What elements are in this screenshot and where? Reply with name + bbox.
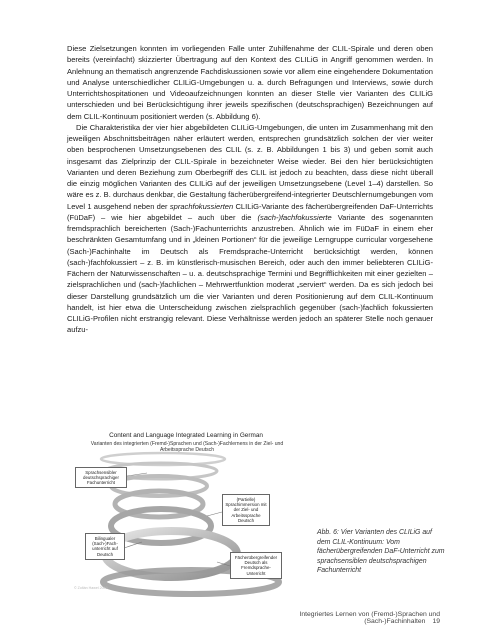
label-bilingualer-fachunterricht: Bilingualer (Sach-)Fach-unterricht auf Deutsch xyxy=(85,533,125,560)
text-run: Variante des sogenannten fremdsprachlich bereicherten (Sach-)Fachunterrichts anzustreben. Ähnlich wie im FüDaF in einem eher beschränkten Gesamtumfang und in „kleinen Portionen“ für die jeweilige Lerngruppe curricular vorgesehene (Sach-)Fachinhalte im Deutsch als Fremdsprache-Unterricht berücksichtigt werden, können (sach-)fachfokussiert – z. B. im künstlerisch-musischen Bereich, oder auch den immer beliebteren CLILiG-Fächern der Naturwissenschaften – u. a. deutschsprachige Termini und Begrifflichkeiten mit einer gezielten – zielsprachlichen und (sach-)fachlichen – Mehrwertfunktion moderat „serviert“ werden. Da es sich jedoch bei dieser Darstellung grundsätzlich um die vier Varianten und deren Positionierung auf dem CLIL-Kontinuum handelt, ist hier etwa die Unterscheidung zwischen zielsprachlich gegenüber (sach-)fachlich fokussierten CLILiG-Profilen nicht erstrangig relevant. Diese Verhältnisse werden jedoch an späterer Stelle noch genauer aufzu- xyxy=(67,212,433,335)
connector-partielle xyxy=(207,512,222,516)
running-title: Integriertes Lernen von (Fremd-)Sprachen und (Sach-)Fachinhalten xyxy=(299,611,440,625)
text-run: CLILiG-Variante des fächerübergreifenden DaF-Unterrichts (FüDaF) – wie hier abgebildet – auch über die xyxy=(67,201,434,222)
italic-term: (sach-)fachfokussierte xyxy=(257,212,332,222)
figure-caption: Abb. 6: Vier Varianten des CLILiG auf dem CLIL-Kontinuum: Vom fächerübergreifenden DaF-Unterricht zum sprachsensiblen deutschsprachigen Fachunterricht xyxy=(317,529,445,575)
figure-clil-spiral xyxy=(67,432,367,602)
text-run: Die Charakteristika der vier hier abgebildeten CLILiG-Umgebungen, die unten im Zusammenhang mit den jeweiligen Abschnittsbeiträgen näher erläutert werden, entsprechen grundsätzlich solchen der vier weiter oben besprochenen Umsetzungsebenen des CLIL (s. z. B. Abbildungen 1 bis 3) und geben somit auch insgesamt das Zielprinzip der CLIL-Spirale in bezeichneter Weise wieder. Bei den hier berücksichtigten Varianten und deren Beziehung zum Oberbegriff des CLIL ist jedoch zu beachten, dass diese nicht überall die einzig möglichen Varianten des CLILiG auf der jeweiligen Umsetzungsebene (Level 1–4) darstellen. So wäre es z. B. durchaus denkbar, die Gestaltung fächerübergreifend-integrierter Deutschlernumgebungen vom Level 1 ausgehend neben der xyxy=(67,122,433,211)
label-partielle-sprachimmersion: (Partielle) Sprachimmersion mit der Ziel- und Arbeitssprache Deutsch xyxy=(222,494,270,526)
spiral-graphic xyxy=(67,432,367,602)
paragraph xyxy=(67,122,433,336)
body-text xyxy=(67,43,433,336)
italic-term: sprachfokussierten xyxy=(169,201,234,211)
figure-subtitle: Varianten des integrierten (Fremd-)Sprachen und (Sach-)Fachlernens in der Ziel- und Arbeitssprache Deutsch xyxy=(90,441,284,454)
page-footer xyxy=(250,611,440,625)
figure-title: Content and Language Integrated Learning in German xyxy=(109,432,263,439)
paragraph xyxy=(67,43,433,122)
figure-watermark: © Zoltán Hawel 2009 xyxy=(74,586,108,590)
label-fuedaf: Fächerübergreifender Deutsch als Fremdsprache-Unterricht xyxy=(230,552,282,579)
page-number: 19 xyxy=(432,618,440,625)
label-sprachsensibler-fachunterricht: Sprachsensibler deutschsprachiger Fachunterricht xyxy=(75,467,127,488)
text-run: Diese Zielsetzungen konnten im vorliegenden Falle unter Zuhilfenahme der CLIL-Spirale und deren oben bereits (vereinfacht) skizzierter Übertragung auf den Kontext des CLILiG in Angriff genommen werden. In Anlehnung an thematisch angrenzende Fachdiskussionen sowie vor allem eine eingehendere Dokumentation und Analyse unterschiedlicher CLILiG-Umgebungen u. a. durch Befragungen und Interviews, sowie durch Unterrichtshospitationen und Videoaufzeichnungen konnten an dieser Stelle vier Varianten des CLILiG unterschieden und bei Berücksichtigung ihrer jeweils spezifischen (deutschsprachigen) Bezeichnungen auf dem CLIL-Kontinuum positioniert werden (s. Abbildung 6). xyxy=(67,44,433,121)
